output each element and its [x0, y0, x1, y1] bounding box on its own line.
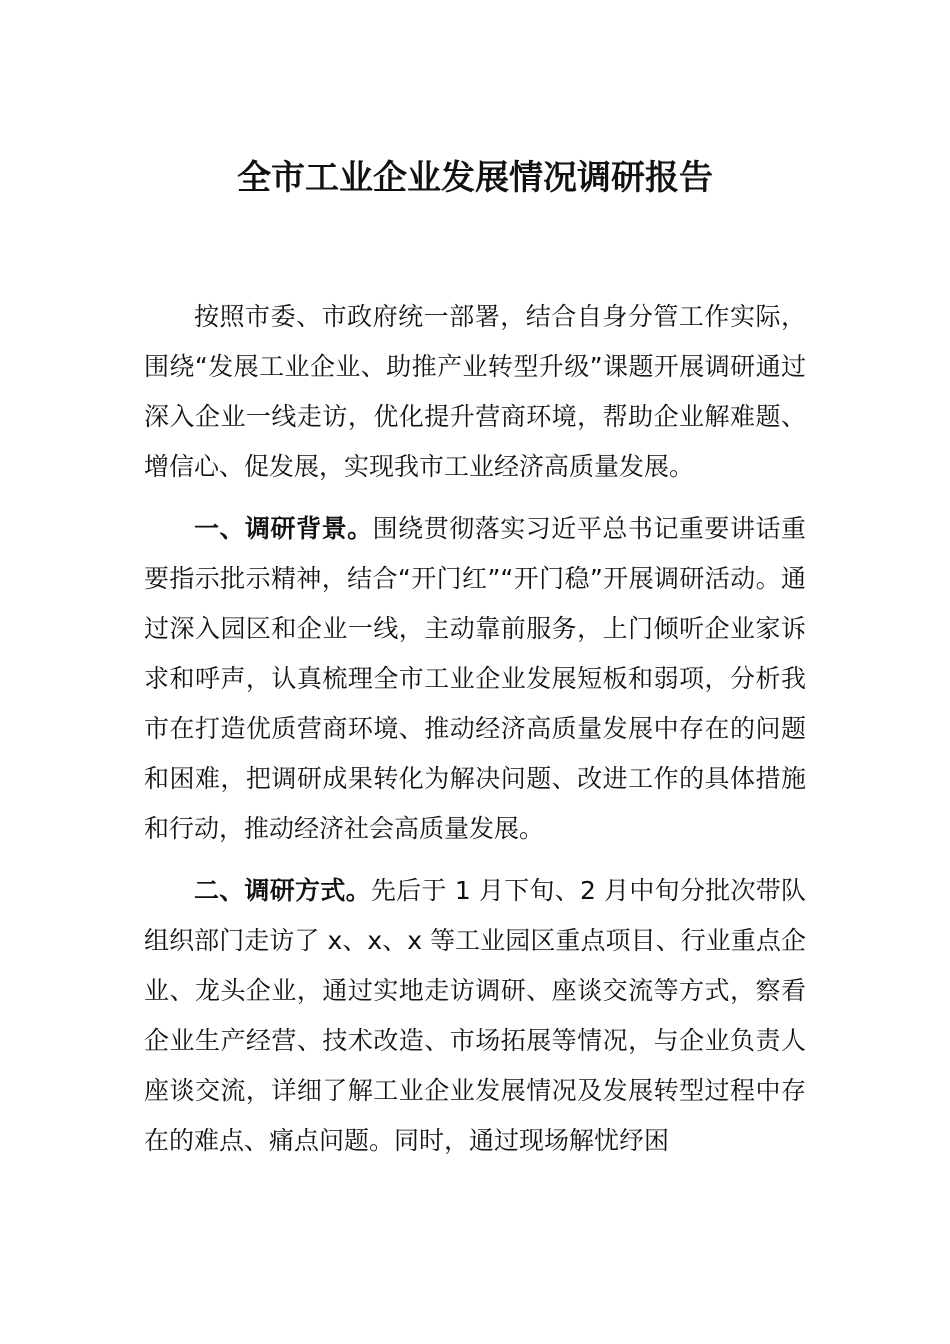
section-heading: 一、调研背景。 [194, 514, 373, 543]
paragraph-method [144, 866, 806, 1166]
section-heading: 二、调研方式。 [194, 876, 371, 905]
paragraph-intro [144, 292, 806, 492]
paragraph-text: 先后于 1 月下旬、2 月中旬分批次带队组织部门走访了 x、x、x 等工业园区重点项目、行业重点企业、龙头企业，通过实地走访调研、座谈交流等方式，察看企业生产经营、技术改造、市场拓展等情况，与企业负责人座谈交流，详细了解工业企业发展情况及发展转型过程中存在的难点、痛点问题。同时，通过现场解忧纾困 [144, 876, 806, 1155]
document-body [144, 292, 806, 1178]
paragraph-text: 按照市委、市政府统一部署，结合自身分管工作实际，围绕“发展工业企业、助推产业转型升级”课题开展调研通过深入企业一线走访，优化提升营商环境，帮助企业解难题、增信心、促发展，实现我市工业经济高质量发展。 [144, 302, 806, 481]
document-title: 全市工业企业发展情况调研报告 [237, 158, 713, 198]
paragraph-text: 围绕贯彻落实习近平总书记重要讲话重要指示批示精神，结合“开门红”“开门稳”开展调研活动。通过深入园区和企业一线，主动靠前服务，上门倾听企业家诉求和呼声，认真梳理全市工业企业发展短板和弱项，分析我市在打造优质营商环境、推动经济高质量发展中存在的问题和困难，把调研成果转化为解决问题、改进工作的具体措施和行动，推动经济社会高质量发展。 [144, 514, 806, 843]
paragraph-background [144, 504, 806, 854]
